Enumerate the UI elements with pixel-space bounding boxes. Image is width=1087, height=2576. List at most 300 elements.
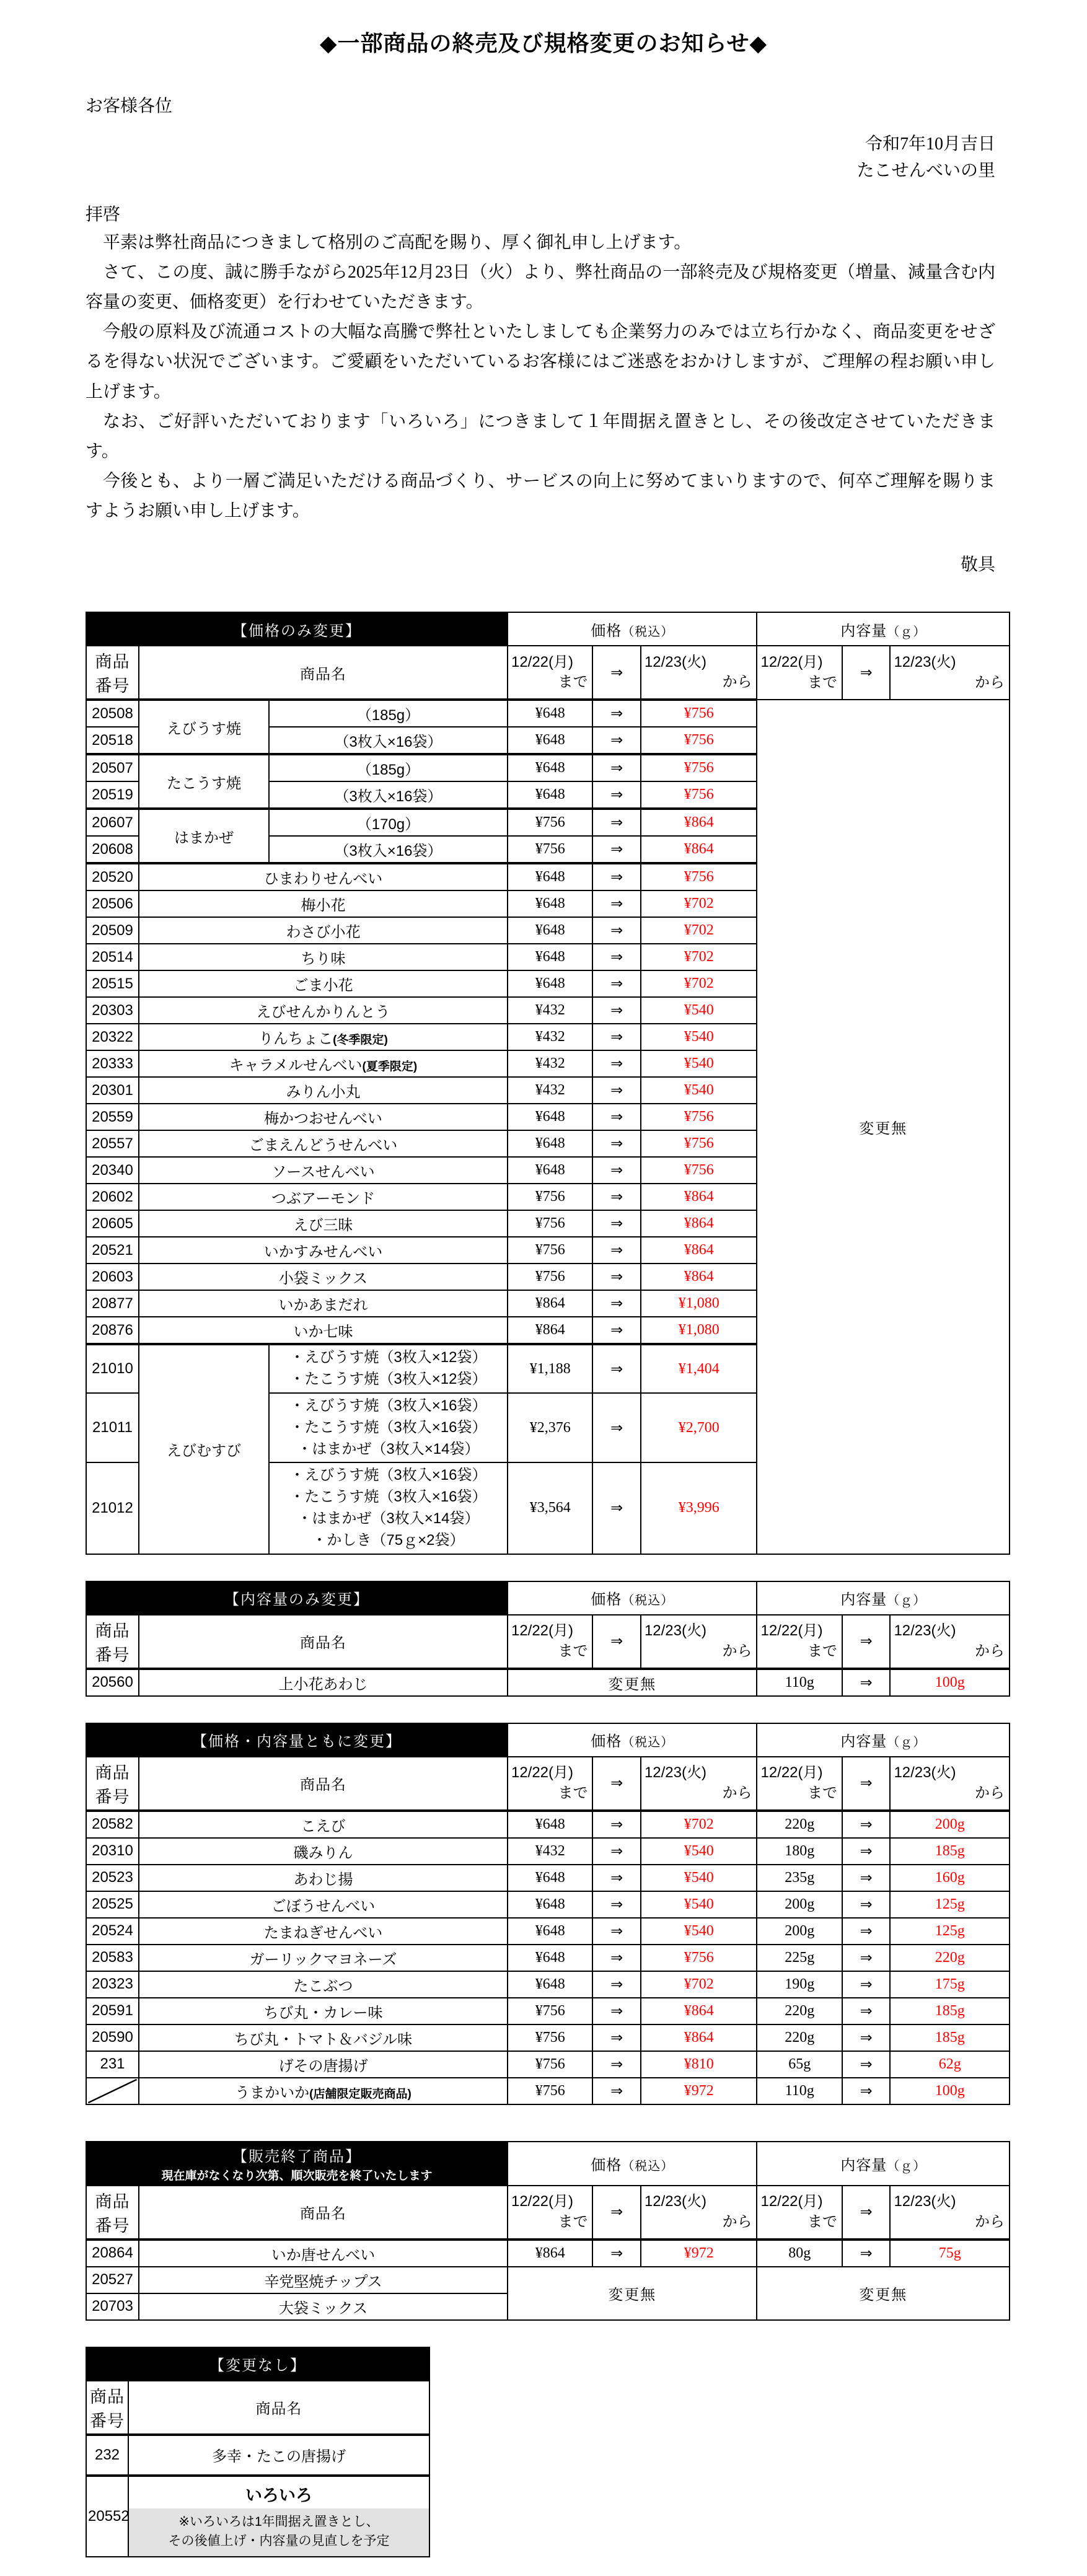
product-name: たこぶつ [139, 1971, 508, 1998]
price-after: ¥2,700 [641, 1393, 757, 1462]
arrow-icon: ⇒ [592, 836, 640, 863]
product-code: 20303 [86, 997, 139, 1024]
arrow-icon: ⇒ [592, 1757, 640, 1811]
bundle-item: ・えびうす焼（3枚入×12袋） [289, 1349, 487, 1366]
product-code: 20876 [86, 1317, 139, 1344]
bundle-contents [269, 1393, 508, 1462]
product-name: えびせんかりんとう [139, 997, 508, 1024]
product-name: 上小花あわじ [139, 1669, 508, 1696]
price-after: ¥702 [641, 1811, 757, 1838]
product-code: 20521 [86, 1237, 139, 1264]
arrow-icon: ⇒ [842, 2240, 890, 2267]
page-title: ◆一部商品の終売及び規格変更のお知らせ◆ [319, 31, 768, 56]
price-after: ¥702 [641, 970, 757, 997]
paragraph-2: さて、この度、誠に勝手ながら2025年12月23日（火）より、弊社商品の一部終売及び規格変更（増量、減量含む内容量の変更、価格変更）を行わせていただきます。 [86, 262, 995, 312]
product-code: 20520 [86, 863, 139, 890]
arrow-icon: ⇒ [842, 1918, 890, 1945]
arrow-icon: ⇒ [592, 1077, 640, 1104]
weight-after: 185g [890, 1998, 1010, 2024]
product-note-block [129, 2508, 429, 2556]
product-name: えびうす焼 [139, 700, 269, 754]
price-before: ¥648 [508, 727, 592, 754]
table-weight-only [86, 1581, 1010, 1697]
arrow-icon: ⇒ [592, 1811, 640, 1838]
weight-no-change: 変更無 [757, 700, 1010, 1554]
price-before: ¥648 [508, 700, 592, 727]
price-before: ¥648 [508, 1157, 592, 1184]
group-header-weight: 内容量（ｇ） [757, 1581, 1010, 1615]
table-weight-only-body [86, 1669, 1010, 1696]
table-unchanged-wrap [0, 2347, 1087, 2557]
paragraph-5: 今後とも、より一層ご満足いただける商品づくり、サービスの向上に努めてまいりますので、何卒ご理解を賜りますようお願い申し上げます。 [86, 472, 995, 521]
table-row [86, 1945, 1010, 1971]
table-row [86, 2024, 1010, 2051]
product-code: 20507 [86, 754, 139, 781]
price-before: ¥648 [508, 863, 592, 890]
product-name: たこうす焼 [139, 754, 269, 809]
salutation: 拝啓 [86, 204, 121, 224]
weight-before: 180g [757, 1838, 842, 1865]
product-name: 多幸・たこの唐揚げ [128, 2435, 429, 2476]
price-after: ¥864 [641, 836, 757, 863]
product-variant: （3枚入×16袋） [269, 727, 508, 754]
column-header-code: 商品 番号 [86, 1615, 139, 1669]
price-after: ¥972 [641, 2240, 757, 2267]
product-note: (夏季限定) [362, 1060, 418, 1074]
column-header-code: 商品 番号 [86, 2381, 128, 2435]
product-code: 20603 [86, 1264, 139, 1290]
column-header-weight-before: 12/22(月) まで [757, 1757, 842, 1811]
column-header-name: 商品名 [139, 1615, 508, 1669]
price-after: ¥540 [641, 1050, 757, 1077]
product-code: 20605 [86, 1210, 139, 1237]
arrow-icon: ⇒ [592, 1050, 640, 1077]
product-name: りんちょこ(冬季限定) [139, 1024, 508, 1050]
product-code: 20333 [86, 1050, 139, 1077]
product-name: ごま小花 [139, 970, 508, 997]
price-after: ¥864 [641, 1998, 757, 2024]
price-after: ¥864 [641, 809, 757, 836]
price-after: ¥702 [641, 1971, 757, 1998]
product-name [128, 2476, 429, 2557]
product-code: 20509 [86, 917, 139, 944]
price-after: ¥756 [641, 727, 757, 754]
bundle-contents [269, 1344, 508, 1393]
price-before: ¥648 [508, 970, 592, 997]
product-name: 磯みりん [139, 1838, 508, 1865]
price-after: ¥756 [641, 863, 757, 890]
price-before: ¥648 [508, 1130, 592, 1157]
product-code: 21012 [86, 1462, 139, 1554]
product-name: いか七味 [139, 1317, 508, 1344]
price-after: ¥540 [641, 1891, 757, 1918]
arrow-icon: ⇒ [592, 754, 640, 781]
product-code: 20591 [86, 1998, 139, 2024]
product-code: 20515 [86, 970, 139, 997]
group-header-weight: 内容量（ｇ） [757, 2142, 1010, 2186]
arrow-icon: ⇒ [592, 944, 640, 970]
arrow-icon: ⇒ [592, 2051, 640, 2078]
arrow-icon: ⇒ [592, 2240, 640, 2267]
product-code: 20602 [86, 1184, 139, 1210]
bundle-item: ・たこうす焼（3枚入×12袋） [289, 1371, 487, 1388]
price-before: ¥864 [508, 1317, 592, 1344]
column-header-weight-after: 12/23(火) から [890, 1757, 1010, 1811]
column-header-price-after: 12/23(火) から [641, 646, 757, 700]
price-before: ¥756 [508, 2024, 592, 2051]
price-before: ¥864 [508, 2240, 592, 2267]
price-before: ¥2,376 [508, 1393, 592, 1462]
arrow-icon: ⇒ [592, 1865, 640, 1891]
arrow-icon: ⇒ [592, 1210, 640, 1237]
arrow-icon: ⇒ [592, 1945, 640, 1971]
product-code: 20524 [86, 1918, 139, 1945]
product-name: 大袋ミックス [139, 2293, 508, 2320]
price-before: ¥432 [508, 1838, 592, 1865]
arrow-icon: ⇒ [592, 1918, 640, 1945]
group-header-price: 価格（税込） [508, 612, 757, 646]
price-after: ¥810 [641, 2051, 757, 2078]
column-header-code: 商品 番号 [86, 1757, 139, 1811]
weight-before: 220g [757, 1811, 842, 1838]
price-after: ¥756 [641, 1157, 757, 1184]
product-name: ちび丸・トマト＆バジル味 [139, 2024, 508, 2051]
arrow-icon: ⇒ [842, 1971, 890, 1998]
arrow-icon: ⇒ [592, 890, 640, 917]
product-code: 20559 [86, 1104, 139, 1130]
weight-before: 220g [757, 1998, 842, 2024]
column-header-weight-before: 12/22(月) まで [757, 1615, 842, 1669]
arrow-icon: ⇒ [592, 1184, 640, 1210]
product-variant: （185g） [269, 754, 508, 781]
arrow-icon: ⇒ [592, 1290, 640, 1317]
arrow-icon: ⇒ [842, 1669, 890, 1696]
arrow-icon: ⇒ [592, 1264, 640, 1290]
weight-after: 175g [890, 1971, 1010, 1998]
price-before: ¥864 [508, 1290, 592, 1317]
product-name: うまかいか(店舗限定販売商品) [139, 2078, 508, 2104]
arrow-icon: ⇒ [592, 809, 640, 836]
arrow-icon: ⇒ [592, 2024, 640, 2051]
product-name: ちり味 [139, 944, 508, 970]
product-code: 232 [86, 2435, 128, 2476]
product-code: 20519 [86, 781, 139, 809]
group-header-weight: 内容量（ｇ） [757, 1723, 1010, 1757]
weight-after: 185g [890, 2024, 1010, 2051]
product-code: 20582 [86, 1811, 139, 1838]
product-name: ひまわりせんべい [139, 863, 508, 890]
price-after: ¥1,404 [641, 1344, 757, 1393]
arrow-icon: ⇒ [592, 1344, 640, 1393]
weight-before: 65g [757, 2051, 842, 2078]
bundle-item: ・はまかぜ（3枚入×14袋） [297, 1510, 480, 1527]
price-before: ¥756 [508, 836, 592, 863]
arrow-icon: ⇒ [842, 1757, 890, 1811]
arrow-icon: ⇒ [592, 2078, 640, 2104]
product-code: 20877 [86, 1290, 139, 1317]
product-name: ソースせんべい [139, 1157, 508, 1184]
table-row [86, 1669, 1010, 1696]
table-discontinued-body [86, 2240, 1010, 2320]
product-name: いかすみせんべい [139, 1237, 508, 1264]
column-header-price-before: 12/22(月) まで [508, 2186, 592, 2240]
price-after: ¥756 [641, 1104, 757, 1130]
price-after: ¥540 [641, 1865, 757, 1891]
section-title-discontinued: 【販売終了商品】 現在庫がなくなり次第、順次販売を終了いたします [86, 2142, 508, 2186]
column-header-code: 商品 番号 [86, 646, 139, 700]
product-code: 20552 [86, 2476, 128, 2557]
weight-after: 100g [890, 1669, 1010, 1696]
group-header-price: 価格（税込） [508, 1581, 757, 1615]
price-after: ¥756 [641, 1945, 757, 1971]
product-note: (店舗限定販売商品) [309, 2087, 411, 2101]
price-after: ¥540 [641, 1024, 757, 1050]
price-after: ¥864 [641, 2024, 757, 2051]
table-row [86, 1891, 1010, 1918]
product-code: 20525 [86, 1891, 139, 1918]
price-before: ¥432 [508, 1050, 592, 1077]
section-title-both: 【価格・内容量ともに変更】 [86, 1723, 508, 1757]
weight-after: 125g [890, 1891, 1010, 1918]
price-before: ¥756 [508, 809, 592, 836]
price-after: ¥540 [641, 1918, 757, 1945]
price-after: ¥540 [641, 1838, 757, 1865]
weight-after: 160g [890, 1865, 1010, 1891]
product-name: 梅小花 [139, 890, 508, 917]
column-header-price-before: 12/22(月) まで [508, 1757, 592, 1811]
bundle-contents [269, 1462, 508, 1554]
weight-before: 80g [757, 2240, 842, 2267]
section-title-price-only: 【価格のみ変更】 [86, 612, 508, 646]
product-code: 20560 [86, 1669, 139, 1696]
table-price-only-wrap [0, 612, 1087, 1554]
product-name: こえび [139, 1811, 508, 1838]
weight-before: 220g [757, 2024, 842, 2051]
company-name: たこせんべいの里 [856, 161, 995, 181]
product-name: 梅かつおせんべい [139, 1104, 508, 1130]
price-before: ¥432 [508, 997, 592, 1024]
price-before: ¥756 [508, 1264, 592, 1290]
product-note: (冬季限定) [333, 1034, 388, 1047]
arrow-icon: ⇒ [592, 1104, 640, 1130]
product-code: 20323 [86, 1971, 139, 1998]
weight-before: 110g [757, 1669, 842, 1696]
arrow-icon: ⇒ [592, 1615, 640, 1669]
arrow-icon: ⇒ [592, 700, 640, 727]
table-discontinued-wrap [0, 2141, 1087, 2321]
column-header-price-before: 12/22(月) まで [508, 646, 592, 700]
addressee: お客様各位 [86, 97, 173, 116]
product-variant: （3枚入×16袋） [269, 781, 508, 809]
product-code: 20557 [86, 1130, 139, 1157]
price-before: ¥756 [508, 2078, 592, 2104]
table-row [86, 1811, 1010, 1838]
table-row [86, 1998, 1010, 2024]
arrow-icon: ⇒ [592, 1237, 640, 1264]
table-row [86, 2267, 1010, 2293]
price-after: ¥864 [641, 1264, 757, 1290]
table-row [86, 2051, 1010, 2078]
product-code: 20703 [86, 2293, 139, 2320]
price-before: ¥756 [508, 1998, 592, 2024]
table-row [86, 2078, 1010, 2104]
paragraph-4: なお、ご好評いただいております「いろいろ」につきまして１年間据え置きとし、その後改定させていただきます。 [86, 411, 995, 461]
arrow-icon: ⇒ [842, 2186, 890, 2240]
product-name: あわじ揚 [139, 1865, 508, 1891]
weight-after: 200g [890, 1811, 1010, 1838]
issue-date: 令和7年10月吉日 [865, 134, 995, 154]
price-after: ¥702 [641, 917, 757, 944]
price-before: ¥648 [508, 781, 592, 809]
weight-after: 185g [890, 1838, 1010, 1865]
table-row [86, 2435, 429, 2476]
bundle-item: ・たこうす焼（3枚入×16袋） [289, 1418, 487, 1436]
product-name: キャラメルせんべい(夏季限定) [139, 1050, 508, 1077]
table-row [86, 700, 1010, 727]
price-no-change: 変更無 [508, 2267, 757, 2320]
product-name: 小袋ミックス [139, 1264, 508, 1290]
arrow-icon: ⇒ [842, 2051, 890, 2078]
product-name: ごぼうせんべい [139, 1891, 508, 1918]
price-before: ¥648 [508, 754, 592, 781]
arrow-icon: ⇒ [842, 2024, 890, 2051]
product-variant: （170g） [269, 809, 508, 836]
price-after: ¥756 [641, 700, 757, 727]
product-code: 20607 [86, 809, 139, 836]
section-subtitle-discontinued: 現在庫がなくなり次第、順次販売を終了いたします [161, 2169, 433, 2183]
table-both-change-body [86, 1811, 1010, 2104]
table-row [86, 1838, 1010, 1865]
price-before: ¥756 [508, 2051, 592, 2078]
price-before: ¥648 [508, 917, 592, 944]
arrow-icon: ⇒ [592, 1393, 640, 1462]
price-before: ¥3,564 [508, 1462, 592, 1554]
paragraph-1: 平素は弊社商品につきまして格別のご高配を賜り、厚く御礼申し上げます。 [103, 232, 692, 252]
product-code: 20608 [86, 836, 139, 863]
arrow-icon: ⇒ [842, 1811, 890, 1838]
column-header-weight-after: 12/23(火) から [890, 2186, 1010, 2240]
price-before: ¥756 [508, 1210, 592, 1237]
arrow-icon: ⇒ [592, 1971, 640, 1998]
price-after: ¥864 [641, 1210, 757, 1237]
price-after: ¥756 [641, 754, 757, 781]
diagonal-slash-icon [87, 2078, 138, 2104]
price-after: ¥540 [641, 1077, 757, 1104]
table-price-only-body [86, 700, 1010, 1554]
weight-no-change: 変更無 [757, 2267, 1010, 2320]
price-before: ¥648 [508, 1971, 592, 1998]
bundle-item: ・たこうす焼（3枚入×16袋） [289, 1488, 487, 1506]
product-code: 20301 [86, 1077, 139, 1104]
product-code: 20340 [86, 1157, 139, 1184]
column-header-price-after: 12/23(火) から [641, 2186, 757, 2240]
arrow-icon: ⇒ [592, 2186, 640, 2240]
arrow-icon: ⇒ [592, 917, 640, 944]
price-after: ¥972 [641, 2078, 757, 2104]
price-before: ¥432 [508, 1077, 592, 1104]
weight-after: 100g [890, 2078, 1010, 2104]
column-header-name: 商品名 [128, 2381, 429, 2435]
bundle-item: ・かしき（75ｇ×2袋） [312, 1531, 465, 1549]
weight-after: 62g [890, 2051, 1010, 2078]
section-title-unchanged: 【変更なし】 [86, 2347, 429, 2381]
weight-before: 200g [757, 1918, 842, 1945]
closing: 敬具 [960, 555, 995, 575]
price-after: ¥1,080 [641, 1317, 757, 1344]
weight-after: 125g [890, 1918, 1010, 1945]
product-code: 21010 [86, 1344, 139, 1393]
price-after: ¥864 [641, 1184, 757, 1210]
product-name: わさび小花 [139, 917, 508, 944]
price-after: ¥1,080 [641, 1290, 757, 1317]
column-header-weight-before: 12/22(月) まで [757, 2186, 842, 2240]
price-before: ¥648 [508, 1865, 592, 1891]
price-before: ¥648 [508, 1104, 592, 1130]
arrow-icon: ⇒ [592, 781, 640, 809]
price-before: ¥432 [508, 1024, 592, 1050]
bundle-item: ・はまかぜ（3枚入×14袋） [297, 1440, 480, 1457]
price-before: ¥756 [508, 1184, 592, 1210]
column-header-price-after: 12/23(火) から [641, 1757, 757, 1811]
table-both-change [86, 1723, 1010, 2105]
product-variant: （3枚入×16袋） [269, 836, 508, 863]
price-before: ¥648 [508, 1811, 592, 1838]
product-name: つぶアーモンド [139, 1184, 508, 1210]
column-header-name: 商品名 [139, 1757, 508, 1811]
column-header-weight-after: 12/23(火) から [890, 646, 1010, 700]
arrow-icon: ⇒ [592, 1130, 640, 1157]
price-before: ¥648 [508, 890, 592, 917]
section-title-weight-only: 【内容量のみ変更】 [86, 1581, 508, 1615]
product-code: 20590 [86, 2024, 139, 2051]
arrow-icon: ⇒ [592, 1891, 640, 1918]
product-name: いか唐せんべい [139, 2240, 508, 2267]
column-header-weight-before: 12/22(月) まで [757, 646, 842, 700]
arrow-icon: ⇒ [842, 1838, 890, 1865]
bundle-item: ・えびうす焼（3枚入×16袋） [289, 1467, 487, 1484]
table-price-only [86, 612, 1010, 1554]
table-row [86, 2240, 1010, 2267]
group-header-price: 価格（税込） [508, 2142, 757, 2186]
price-after: ¥864 [641, 1237, 757, 1264]
price-before: ¥1,188 [508, 1344, 592, 1393]
product-code: 231 [86, 2051, 139, 2078]
product-name: ガーリックマヨネーズ [139, 1945, 508, 1971]
table-unchanged-body [86, 2435, 429, 2557]
arrow-icon: ⇒ [592, 727, 640, 754]
group-header-price: 価格（税込） [508, 1723, 757, 1757]
product-name: はまかぜ [139, 809, 269, 863]
product-code: 20583 [86, 1945, 139, 1971]
product-code-empty [86, 2078, 139, 2104]
table-both-wrap [0, 1723, 1087, 2105]
price-after: ¥702 [641, 890, 757, 917]
product-note-line-1: ※いろいろは1年間据え置きとし、 [178, 2514, 379, 2529]
arrow-icon: ⇒ [592, 1024, 640, 1050]
product-name: たまねぎせんべい [139, 1918, 508, 1945]
arrow-icon: ⇒ [592, 863, 640, 890]
date-block [0, 117, 1087, 185]
product-name: いかあまだれ [139, 1290, 508, 1317]
product-code: 20508 [86, 700, 139, 727]
weight-before: 225g [757, 1945, 842, 1971]
weight-before: 235g [757, 1865, 842, 1891]
arrow-icon: ⇒ [592, 1317, 640, 1344]
price-before: ¥648 [508, 1918, 592, 1945]
product-code: 20506 [86, 890, 139, 917]
product-name: ちび丸・カレー味 [139, 1998, 508, 2024]
table-row [86, 1971, 1010, 1998]
